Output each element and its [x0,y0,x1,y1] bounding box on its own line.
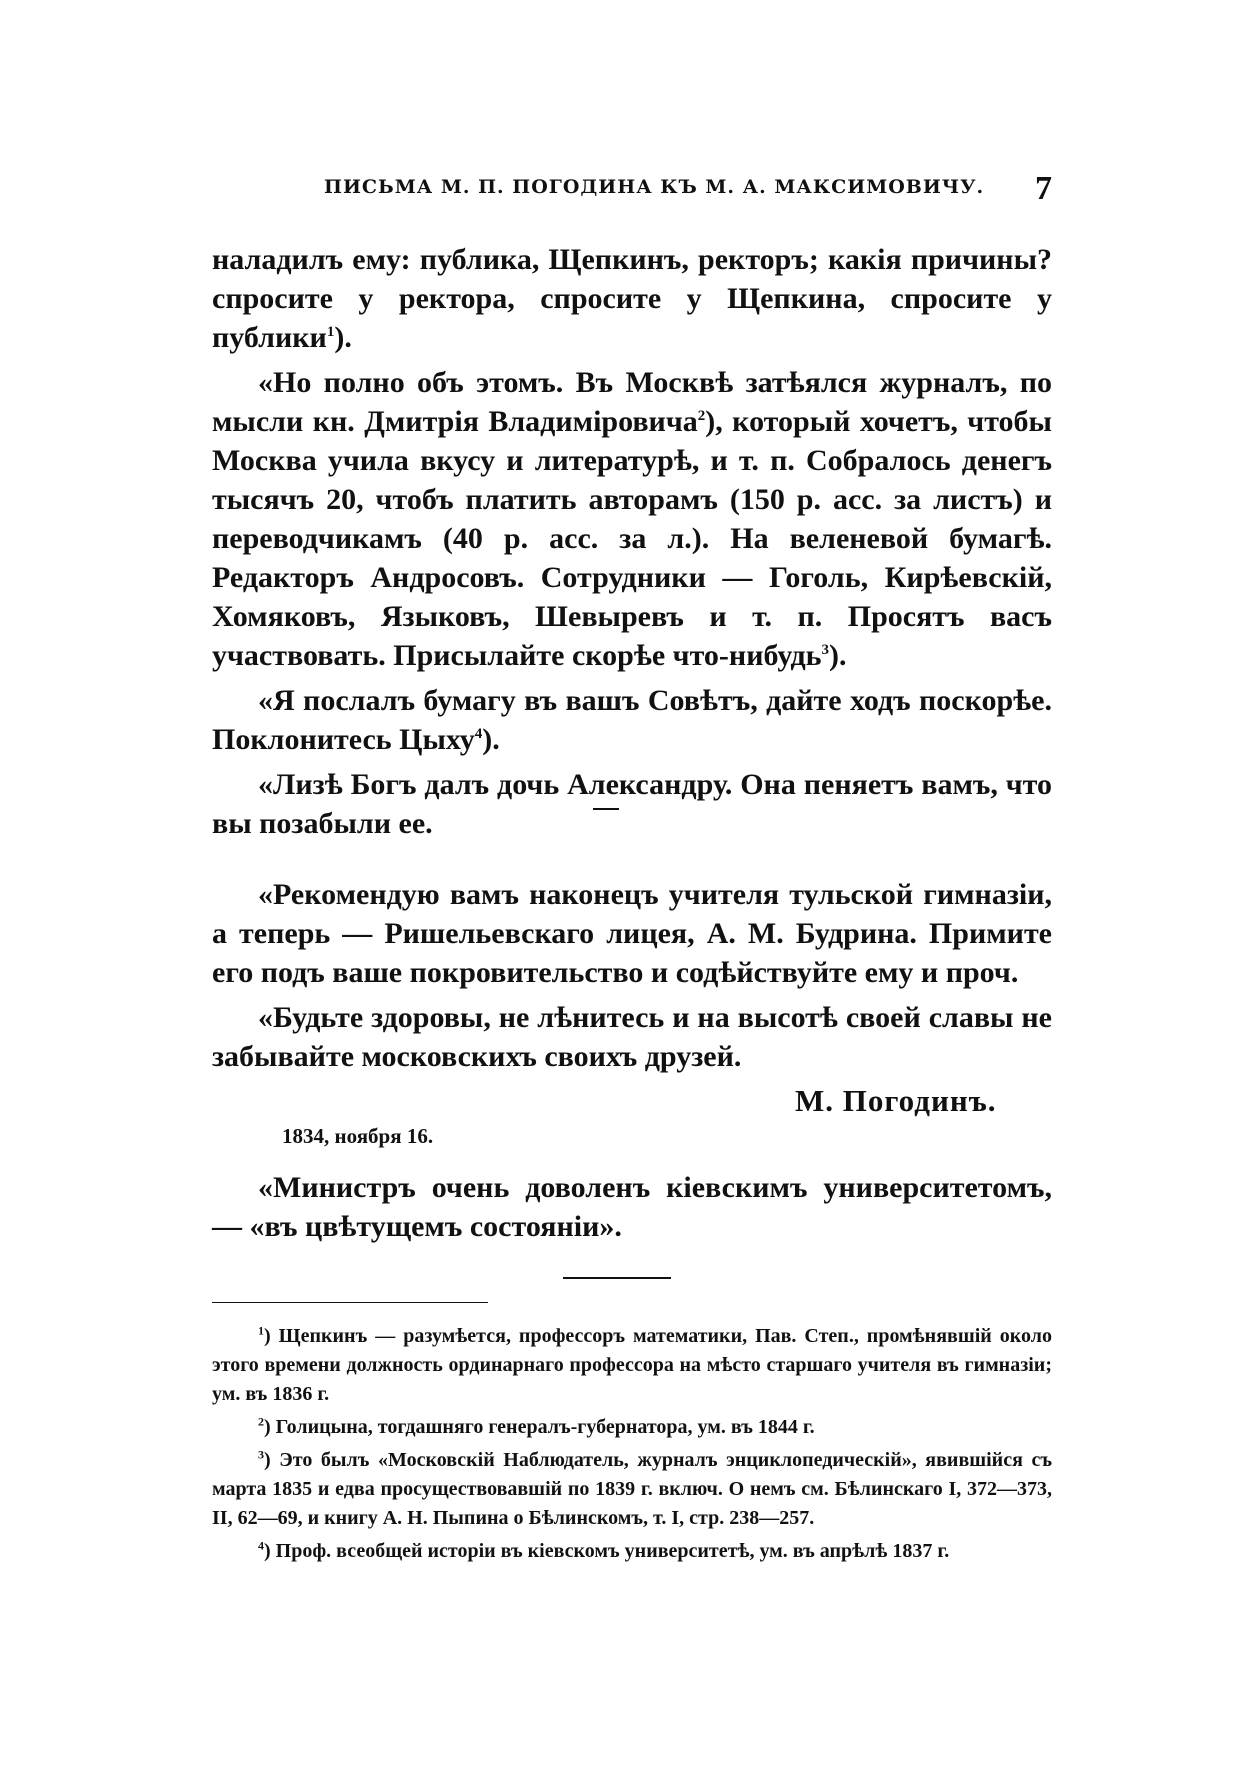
footnote: $^2$) Голицына, тогдашняго генералъ-губернатора, ум. въ 1844 г. [258,1414,815,1438]
footnote-ref: 1 [326,324,335,340]
section-divider [593,808,619,810]
footnote-separator [212,1302,488,1303]
paragraph: «Будьте здоровы, не лѣнитесь и на высотѣ своей славы не забывайте московскихъ своихъ друзей. [212,1001,1052,1073]
letter-date: 1834, ноября 16. [282,1124,434,1148]
letter-1 [212,240,1052,843]
footnotes [212,1322,1052,1566]
footnote: $^3$) Это былъ «Московскій Наблюдатель, журналъ энциклопедическій», явившійся съ марта 1835 и едва просуществовавшій по 1839 г. включ. О немъ см. Бѣлинскаго I, 372—373, II, 62—69, и книгу А. Н. Пыпина о Бѣлинскомъ, т. I, стр. 238—257. [212,1447,1052,1529]
paragraph: «Рекомендую вамъ наконецъ учителя тульской гимназіи, а теперь — Ришельевскаго лицея, А. М. Будрина. Примите его подъ ваше покровительство и содѣйствуйте ему и проч. [212,878,1052,989]
running-head [212,170,1052,210]
paragraph: «Лизѣ Богъ далъ дочь Александру. Она пеняетъ вамъ, что вы позабыли ее. [212,768,1052,840]
letter-2 [212,875,1052,1076]
signature: М. Погодинъ. [795,1083,997,1118]
paragraph: «Но полно объ этомъ. Въ Москвѣ затѣялся журналъ, по мысли кн. Дмитрія Владиміровича$^2$), который хочетъ, чтобы Москва учила вкусу и литературѣ, и т. п. Собралось денегъ тысячъ 20, чтобъ платить авторамъ (150 р. асс. за листъ) и переводчикамъ (40 р. асс. за л.). На веленевой бумагѣ. Редакторъ Андросовъ. Сотрудники — Гоголь, Кирѣевскій, Хомяковъ, Языковъ, Шевыревъ и т. п. Просятъ васъ участвовать. Присылайте скорѣе что-нибудь$^3$). [212,366,1052,672]
running-title: ПИСЬМА М. П. ПОГОДИНА КЪ М. А. МАКСИМОВИЧУ. [324,176,985,198]
footnote: $^1$) Щепкинъ — разумѣется, профессоръ математики, Пав. Степ., промѣнявшій около этого времени должность ординарнаго профессора на мѣсто старшаго учителя въ гимназіи; ум. въ 1836 г. [212,1323,1052,1405]
paragraph: «Министръ очень доволенъ кіевскимъ университетомъ, — «въ цвѣтущемъ состояніи». [212,1171,1052,1243]
footnote-ref: 3 [821,642,829,658]
footnote-ref: 4 [474,726,483,742]
section-divider [563,1277,671,1279]
letter-3 [212,1168,1052,1246]
footnote: $^4$) Проф. всеобщей исторіи въ кіевскомъ университетѣ, ум. въ апрѣлѣ 1837 г. [258,1538,950,1562]
footnote-ref: 2 [697,408,706,424]
page-number: 7 [1035,170,1052,207]
paragraph: наладилъ ему: публика, Щепкинъ, ректоръ; какія причины? спросите у ректора, спросите у Щепкина, спросите у публики$^1$). [212,243,1052,354]
paragraph: «Я послалъ бумагу въ вашъ Совѣтъ, дайте ходъ поскорѣе. Поклонитесь Цыху$^4$). [212,684,1052,756]
